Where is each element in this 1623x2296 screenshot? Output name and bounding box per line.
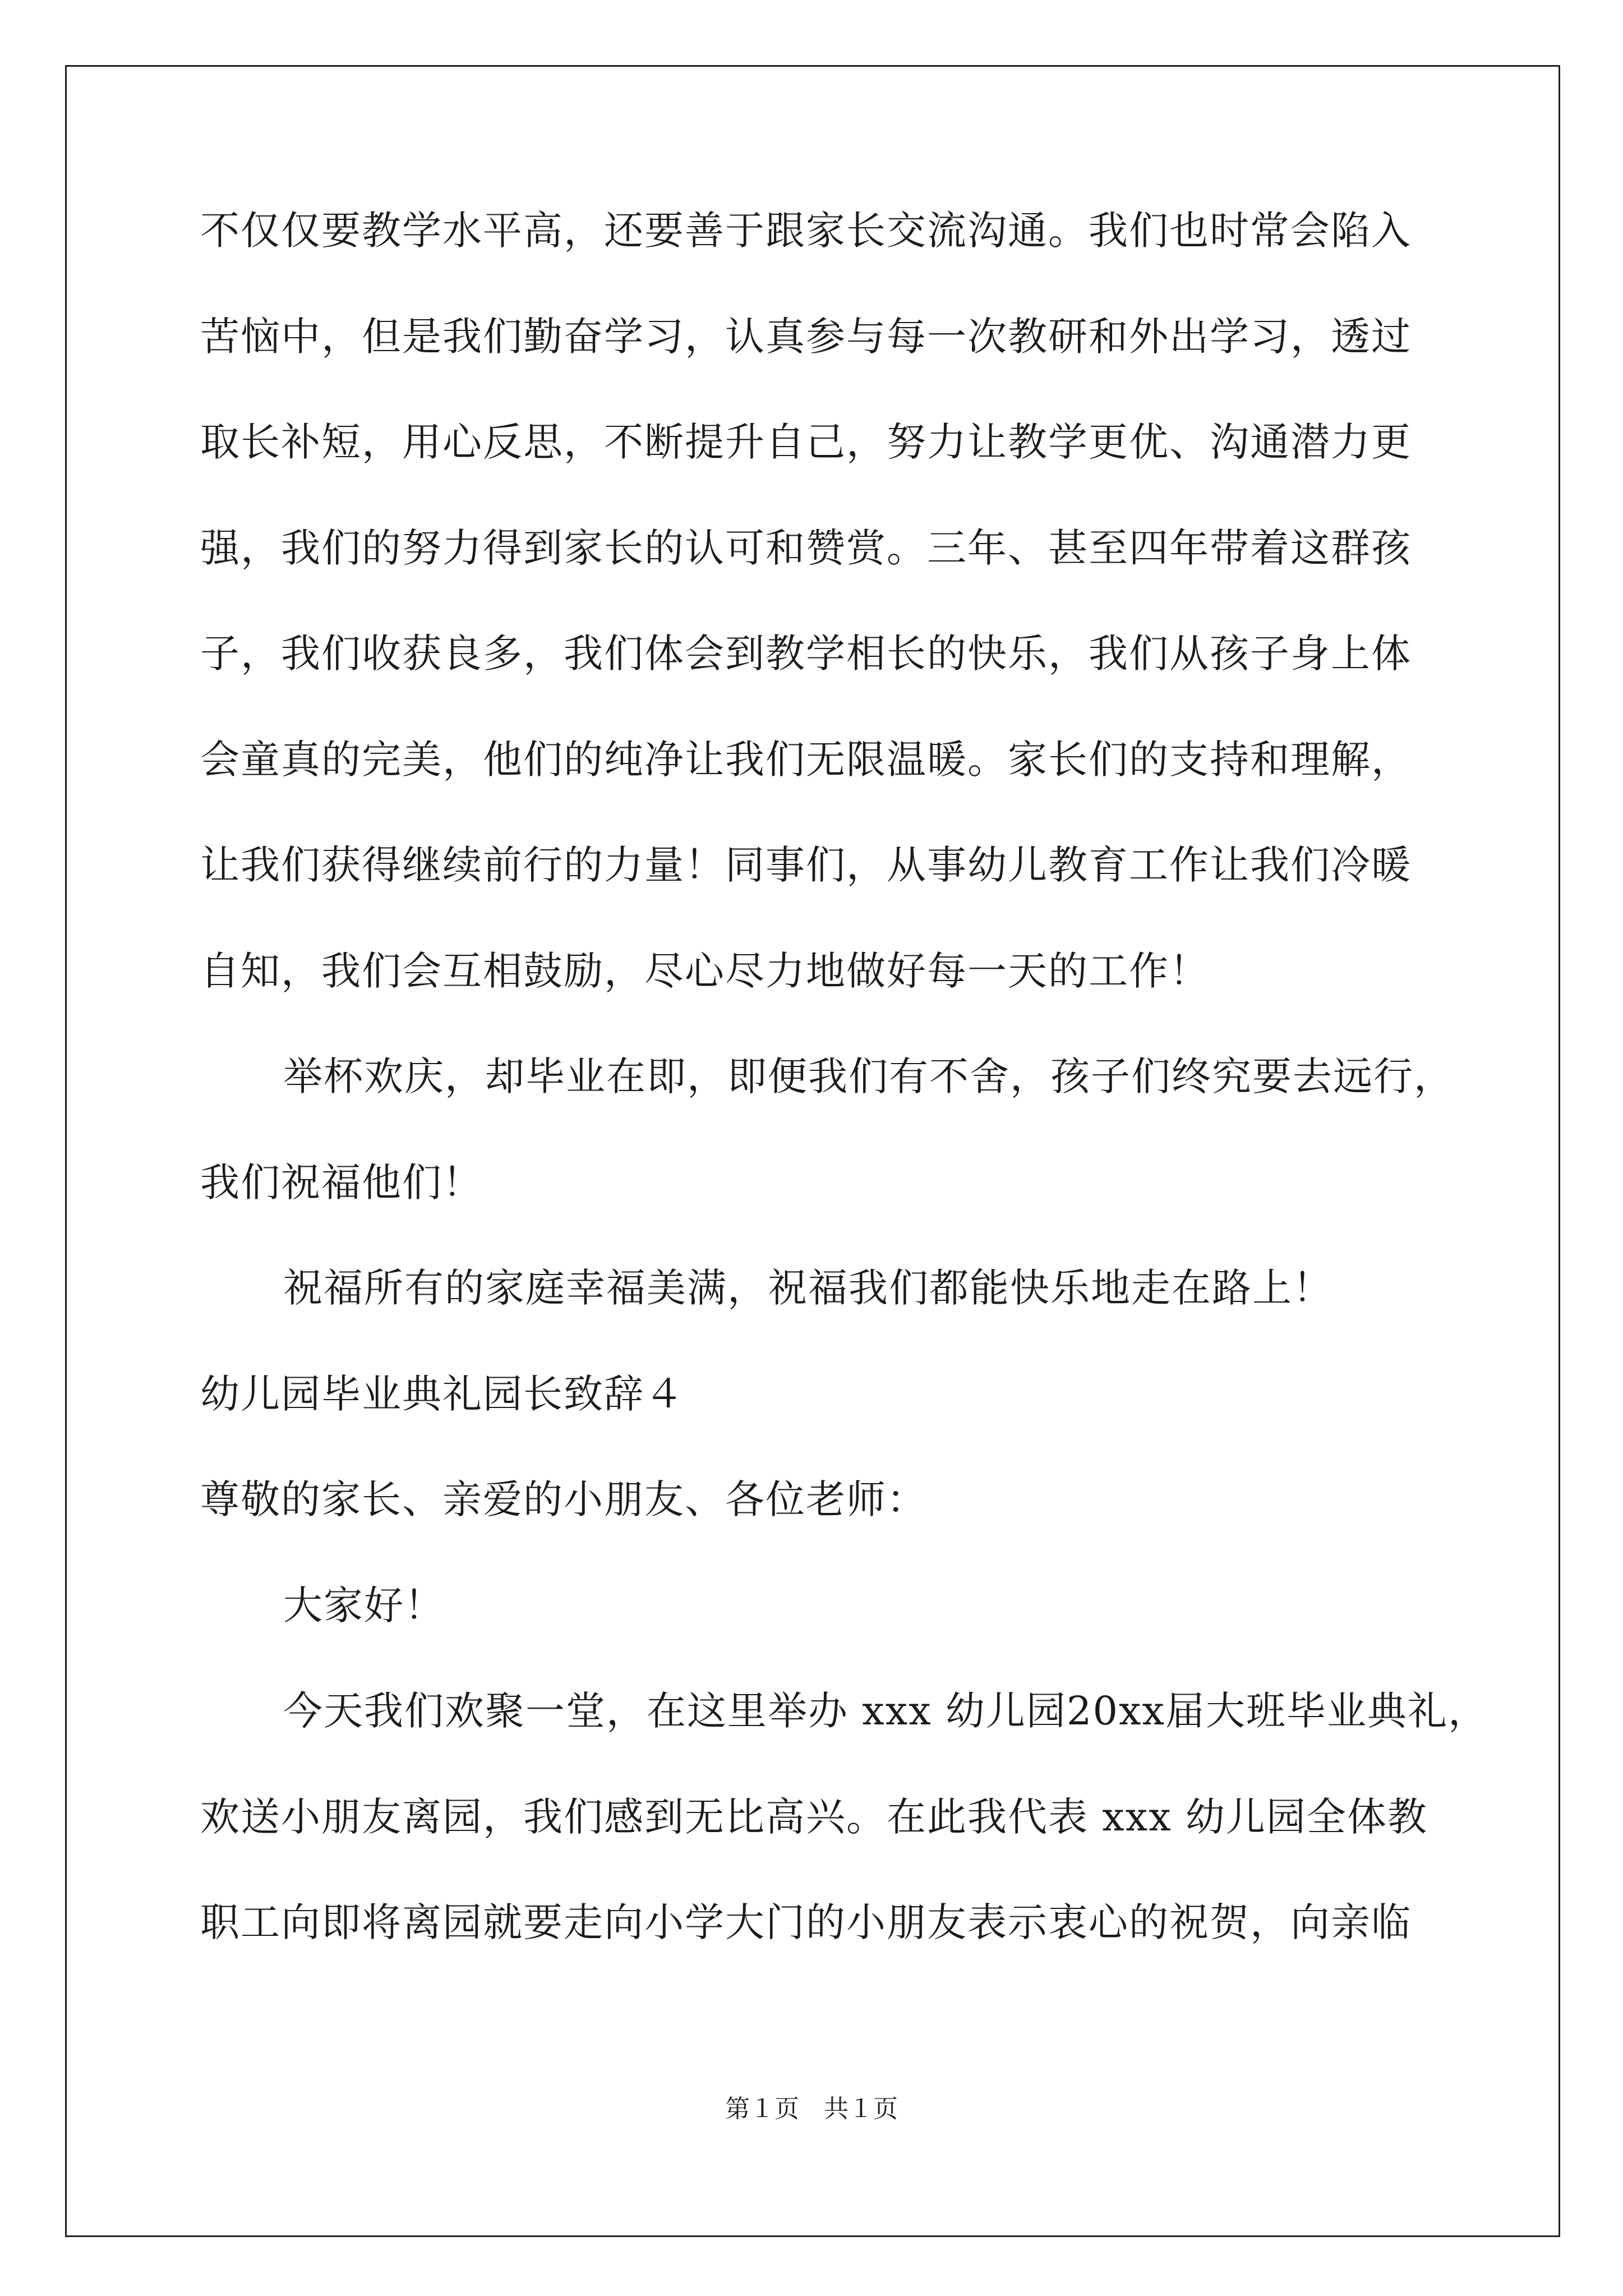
text-line: 会童真的完美，他们的纯净让我们无限温暖。家长们的支持和理解， (200, 736, 1412, 783)
text-line: 让我们获得继续前行的力量！同事们，从事幼儿教育工作让我们冷暖 (200, 842, 1412, 888)
page-number: 第１页 共１页 (725, 2095, 898, 2123)
greeting: 大家好！ (283, 1582, 445, 1628)
text-line: 今天我们欢聚一堂，在这里举办 xxx 幼儿园20xx届大班毕业典礼， (283, 1688, 1488, 1734)
text-line: 子，我们收获良多，我们体会到教学相长的快乐，我们从孩子身上体 (200, 631, 1412, 677)
text-line: 举杯欢庆，却毕业在即，即便我们有不舍，孩子们终究要去远行， (283, 1053, 1454, 1099)
text-line: 强，我们的努力得到家长的认可和赞赏。三年、甚至四年带着这群孩 (200, 524, 1412, 571)
text-line: 苦恼中，但是我们勤奋学习，认真参与每一次教研和外出学习，透过 (200, 313, 1412, 360)
text-line: 不仅仅要教学水平高，还要善于跟家长交流沟通。我们也时常会陷入 (200, 208, 1412, 254)
document-body (200, 208, 1488, 2009)
text-line: 欢送小朋友离园，我们感到无比高兴。在此我代表 xxx 幼儿园全体教 (200, 1793, 1428, 1840)
text-line: 职工向即将离园就要走向小学大门的小朋友表示衷心的祝贺，向亲临 (200, 1899, 1412, 1945)
section-heading: 幼儿园毕业典礼园长致辞４ (200, 1370, 685, 1417)
text-line: 取长补短，用心反思，不断提升自己，努力让教学更优、沟通潜力更 (200, 419, 1412, 465)
text-line: 我们祝福他们！ (200, 1159, 483, 1205)
text-line: 祝福所有的家庭幸福美满，祝福我们都能快乐地走在路上！ (283, 1265, 1333, 1311)
salutation: 尊敬的家长、亲爱的小朋友、各位老师： (200, 1476, 927, 1522)
text-line: 自知，我们会互相鼓励，尽心尽力地做好每一天的工作！ (200, 947, 1210, 994)
